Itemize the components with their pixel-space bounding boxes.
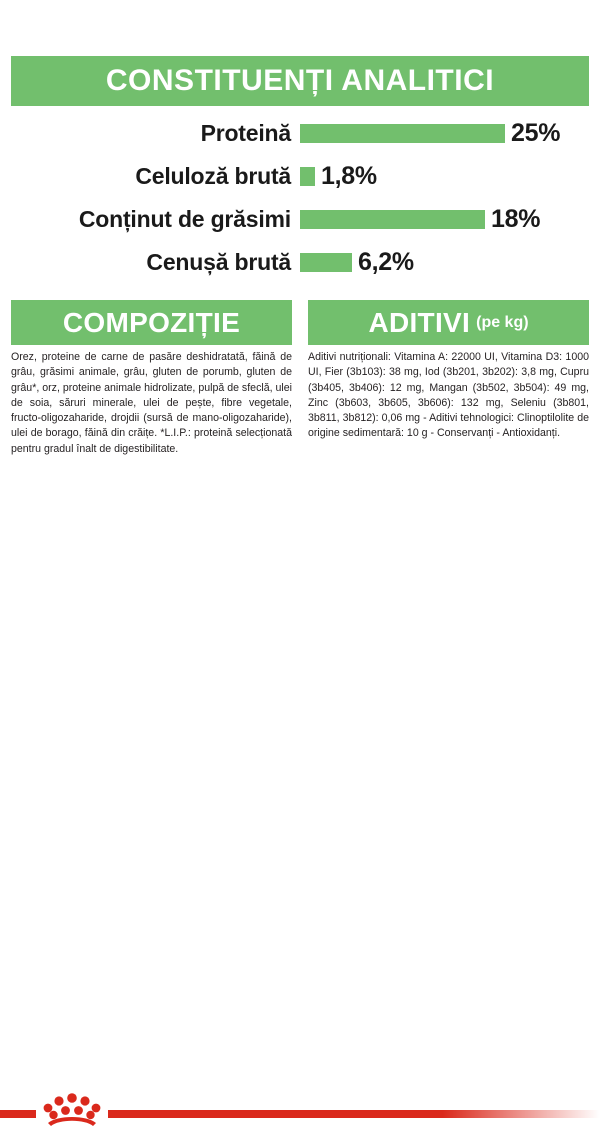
bar-zone-crude-fibre [300,162,600,191]
analytical-constituents-title: CONSTITUENȚI ANALITICI [105,64,495,97]
royal-canin-crown-icon [40,1088,104,1128]
chart-row-protein [0,112,600,155]
composition-title: COMPOZIȚIE [62,306,241,338]
composition-section [11,300,292,457]
analytical-constituents-chart [0,112,600,284]
footer [0,540,600,600]
chart-label-crude-ash: Cenușă brută [146,249,291,275]
chart-row-crude-ash [0,241,600,284]
bar-crude-ash [300,253,352,272]
additives-section [308,300,589,457]
bar-zone-fat-content [300,205,600,234]
bar-value-protein: 25% [511,119,561,147]
bar-zone-crude-ash [300,248,600,277]
chart-label-crude-fibre: Celuloză brută [135,163,291,189]
additives-banner [308,300,589,345]
chart-label-protein: Proteină [200,120,291,146]
footer-rule-left [0,1110,36,1118]
composition-banner [11,300,292,345]
additives-body: Aditivi nutriționali: Vitamina A: 22000 UI, Vitamina D3: 1000 UI, Fier (3b103): 38 mg, Iod (3b201, 3b202): 3,8 mg, Cupru (3b405, 3b406): 12 mg, Mangan (3b502, 3b504): 49 mg, Zinc (3b603, 3b605, 3b606): 132 mg, Seleniu (3b801, 3b811, 3b812): 0,06 mg - Aditivi tehnologici: Clinoptilolite de origine sedimentară: 10 g - Conservanți - Antioxidanți. [308,351,589,440]
bar-fat-content [300,210,485,229]
bar-zone-protein [300,119,600,148]
chart-row-fat-content [0,198,600,241]
bar-protein [300,124,505,143]
composition-body: Orez, proteine de carne de pasăre deshidratată, făină de grâu, grăsimi animale, grâu, gluten de porumb, gluten de grâu*, orz, proteine animale hidrolizate, pulpă de sfeclă, ulei de soia, săruri minerale, ulei de pește, fibre vegetale, fructo-oligozaharide, drojdii (sursă de mano-oligozaharide), ulei de borago, făină din crăițe. *L.I.P.: proteină selecționată pentru gradul înalt de digestibilitate. [11,351,292,455]
additives-subtitle: (pe kg) [476,313,529,331]
bar-crude-fibre [300,167,315,186]
analytical-constituents-banner [11,56,589,106]
chart-label-fat-content: Conținut de grăsimi [78,206,291,232]
bar-value-fat-content: 18% [491,205,541,233]
bar-value-crude-fibre: 1,8% [321,162,377,190]
additives-title: ADITIVI [368,306,471,338]
chart-row-crude-fibre [0,155,600,198]
footer-rule-right [108,1110,600,1118]
bar-value-crude-ash: 6,2% [358,248,414,276]
info-sections [11,300,589,457]
